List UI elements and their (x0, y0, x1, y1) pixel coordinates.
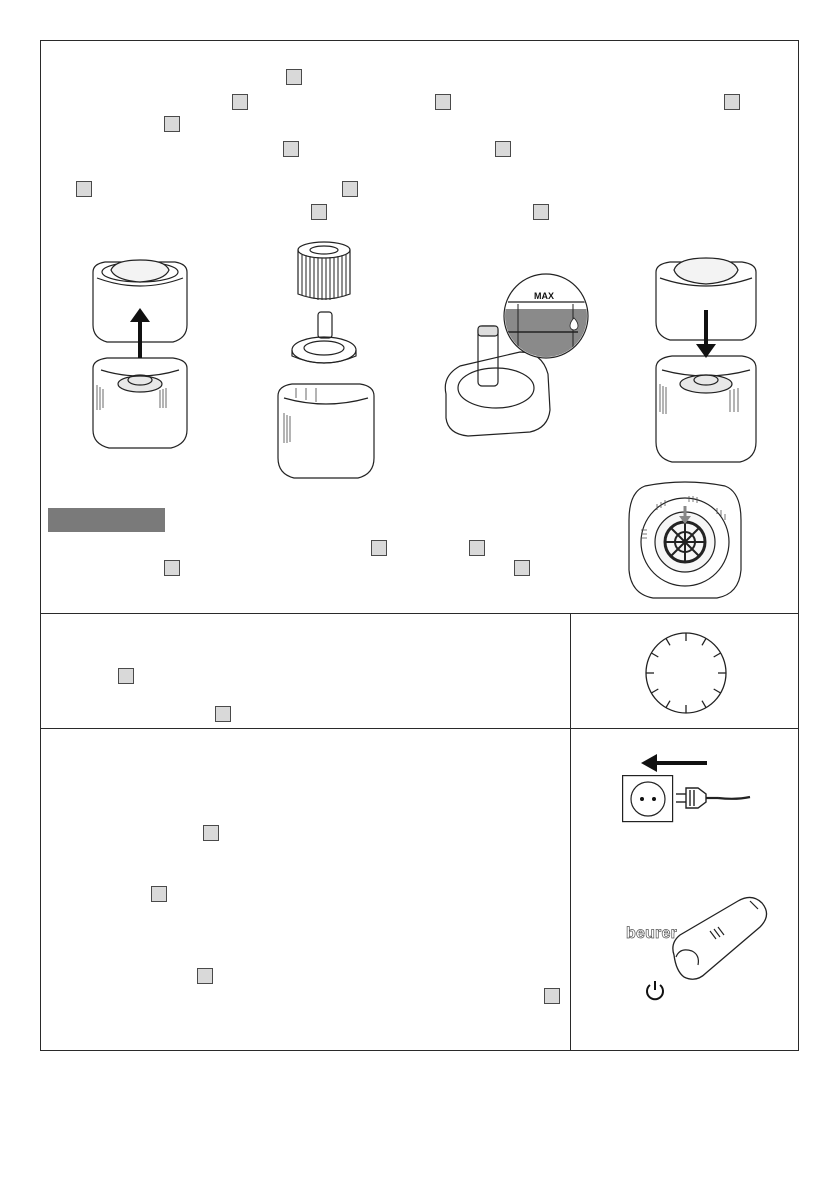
ref-marker (76, 181, 92, 197)
column-divider (570, 613, 571, 1051)
ref-marker (469, 540, 485, 556)
ref-marker (151, 886, 167, 902)
power-icon (644, 979, 666, 1001)
illustration-filter-assembly (276, 238, 376, 483)
ref-marker (232, 94, 248, 110)
ref-marker (311, 204, 327, 220)
ref-marker (435, 94, 451, 110)
ref-marker (164, 560, 180, 576)
ref-marker (514, 560, 530, 576)
illustration-remove-top (85, 250, 195, 455)
ref-marker (197, 968, 213, 984)
illustration-replace-top (650, 252, 765, 467)
ref-marker (724, 94, 740, 110)
power-plug-icon (676, 784, 750, 812)
ref-marker (342, 181, 358, 197)
ref-marker (371, 540, 387, 556)
ref-marker (118, 668, 134, 684)
illustration-base-top-view (627, 480, 743, 602)
illustration-fill-max (438, 278, 598, 440)
arrow-left-icon (641, 752, 707, 774)
brand-logo: beurer (626, 925, 677, 942)
ref-marker (215, 706, 231, 722)
ref-marker (533, 204, 549, 220)
ref-marker (164, 116, 180, 132)
section-heading-tab (48, 508, 165, 532)
ref-marker (203, 825, 219, 841)
timer-dial-icon (643, 630, 729, 716)
ref-marker (544, 988, 560, 1004)
ref-marker (286, 69, 302, 85)
section-divider-1 (40, 613, 799, 614)
ref-marker (495, 141, 511, 157)
max-label: MAX (534, 291, 554, 301)
section-divider-2 (40, 728, 799, 729)
ref-marker (283, 141, 299, 157)
power-outlet-icon (622, 775, 674, 823)
